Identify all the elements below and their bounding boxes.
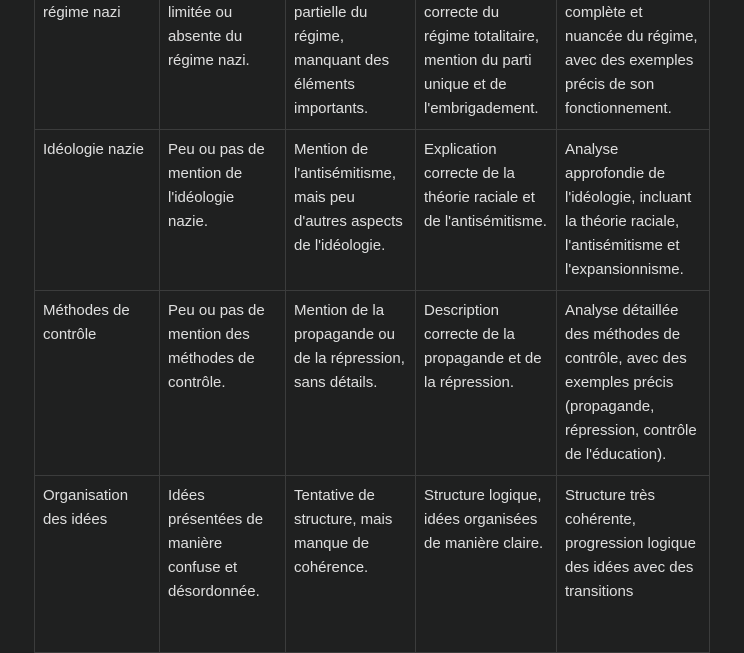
level-cell: Mention de la propagande ou de la répression, sans détails. — [286, 291, 416, 476]
level-cell: Tentative de structure, mais manque de cohérence. — [286, 476, 416, 653]
criterion-cell: régime nazi — [35, 0, 160, 130]
level-cell: complète et nuancée du régime, avec des exemples précis de son fonctionnement. — [557, 0, 710, 130]
level-cell: Description correcte de la propagande et de la répression. — [416, 291, 557, 476]
table-row — [35, 476, 710, 653]
criterion-cell: Idéologie nazie — [35, 130, 160, 291]
level-cell: Structure logique, idées organisées de manière claire. — [416, 476, 557, 653]
level-cell: Explication correcte de la théorie raciale et de l'antisémitisme. — [416, 130, 557, 291]
level-cell: correcte du régime totalitaire, mention du parti unique et de l'embrigadement. — [416, 0, 557, 130]
level-cell: Analyse approfondie de l'idéologie, incluant la théorie raciale, l'antisémitisme et l'expansionnisme. — [557, 130, 710, 291]
criterion-cell: Méthodes de contrôle — [35, 291, 160, 476]
rubric-table-container — [34, 0, 709, 653]
level-cell: Peu ou pas de mention de l'idéologie nazie. — [160, 130, 286, 291]
level-cell: limitée ou absente du régime nazi. — [160, 0, 286, 130]
level-cell: Idées présentées de manière confuse et désordonnée. — [160, 476, 286, 653]
level-cell: partielle du régime, manquant des éléments importants. — [286, 0, 416, 130]
rubric-table — [34, 0, 710, 653]
level-cell: Analyse détaillée des méthodes de contrôle, avec des exemples précis (propagande, répression, contrôle de l'éducation). — [557, 291, 710, 476]
level-cell: Mention de l'antisémitisme, mais peu d'autres aspects de l'idéologie. — [286, 130, 416, 291]
criterion-cell: Organisation des idées — [35, 476, 160, 653]
table-row — [35, 130, 710, 291]
level-cell: Structure très cohérente, progression logique des idées avec des transitions — [557, 476, 710, 653]
level-cell: Peu ou pas de mention des méthodes de contrôle. — [160, 291, 286, 476]
table-row — [35, 0, 710, 130]
table-row — [35, 291, 710, 476]
